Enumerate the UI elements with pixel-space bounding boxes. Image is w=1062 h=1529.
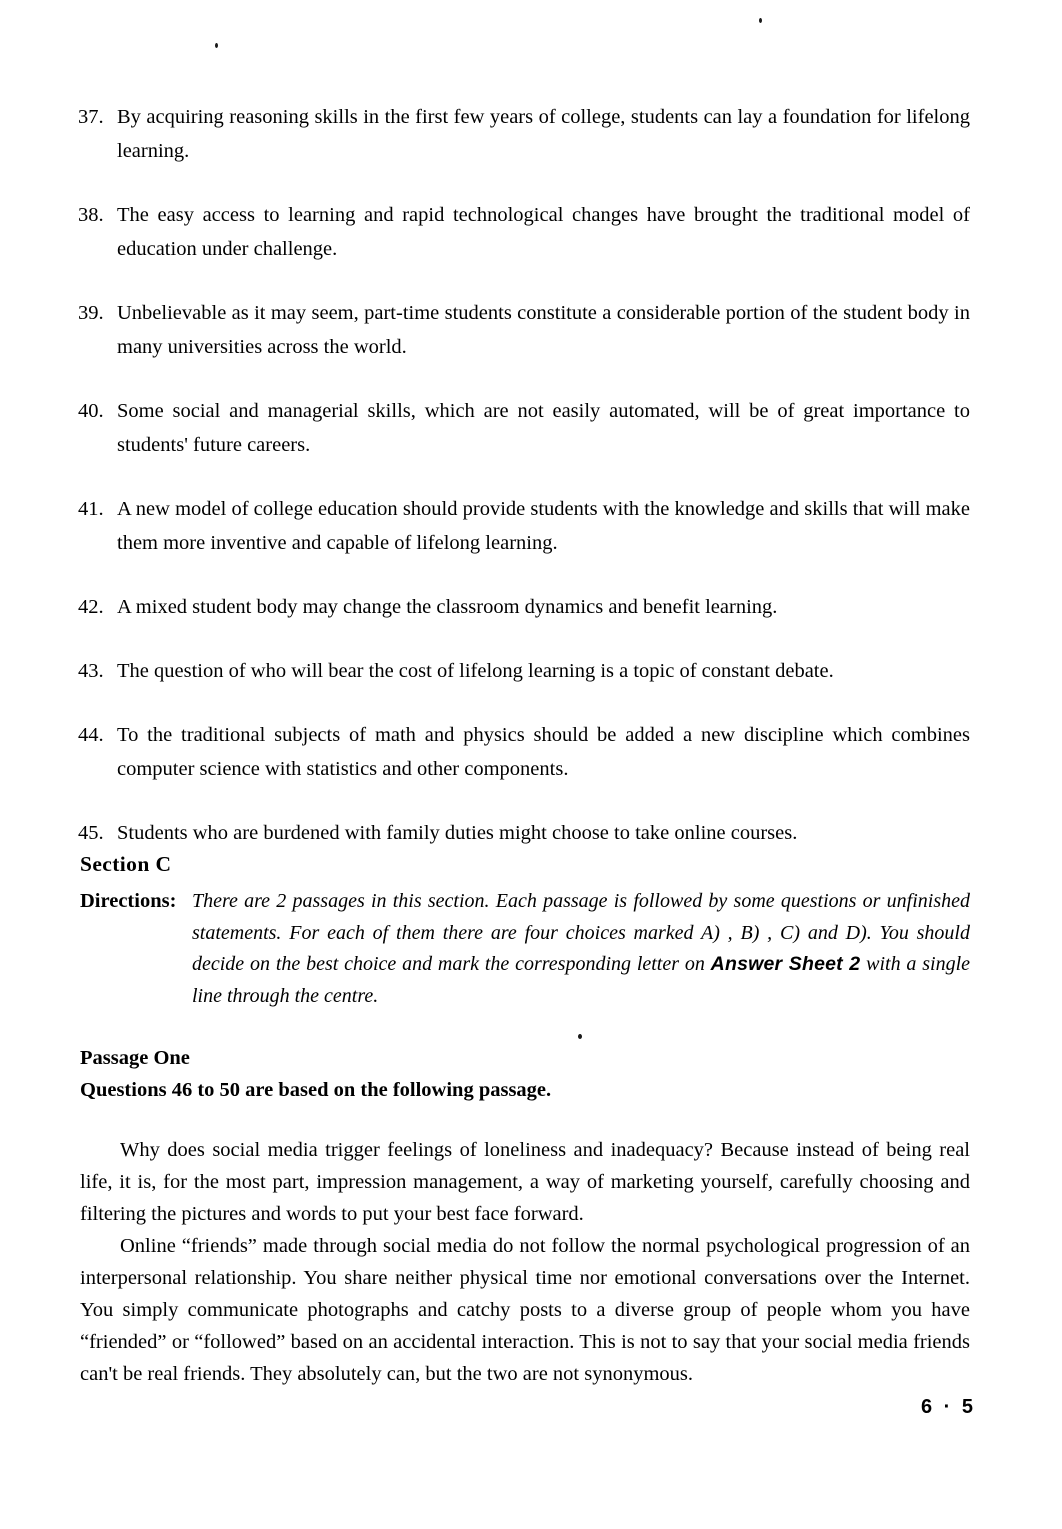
list-item-number: 43. — [78, 660, 104, 682]
list-item — [78, 394, 970, 462]
list-item-number: 39. — [78, 302, 104, 324]
list-item-number: 38. — [78, 204, 104, 226]
passage-paragraph: Online “friends” made through social media do not follow the normal psychological progression of an interpersonal relationship. You share neither physical time nor emotional conversations over the Internet. You simply communicate photographs and catchy posts to a diverse group of people whom you have “friended” or “followed” based on an accidental interaction. This is not to say that your social media friends can't be real friends. They absolutely can, but the two are not synonymous. — [80, 1235, 970, 1385]
list-item-text: The question of who will bear the cost of lifelong learning is a topic of constant debate. — [117, 660, 834, 682]
list-item — [78, 816, 970, 850]
list-item-text: Some social and managerial skills, which are not easily automated, will be of great importance to students' future careers. — [117, 400, 970, 456]
passage-title: Passage One — [80, 1047, 190, 1069]
list-item — [78, 198, 970, 266]
list-item-text: Students who are burdened with family duties might choose to take online courses. — [117, 822, 798, 844]
scan-speck-icon — [759, 18, 762, 23]
passage-questions-range: Questions 46 to 50 are based on the following passage. — [80, 1079, 552, 1101]
list-item — [78, 492, 970, 560]
list-item — [78, 654, 970, 688]
passage-paragraph: Why does social media trigger feelings of loneliness and inadequacy? Because instead of being real life, it is, for the most part, impression management, a way of marketing yourself, carefully choosing and filtering the pictures and words to put your best face forward. — [80, 1139, 970, 1225]
list-item-text: By acquiring reasoning skills in the first few years of college, students can lay a foundation for lifelong learning. — [117, 106, 970, 162]
list-item-text: A new model of college education should provide students with the knowledge and skills that will make them more inventive and capable of lifelong learning. — [117, 498, 970, 554]
scan-speck-icon — [578, 1034, 582, 1039]
list-item — [78, 100, 970, 168]
page-number: 6 · 5 — [920, 1396, 976, 1418]
list-item-number: 37. — [78, 106, 104, 128]
list-item-number: 45. — [78, 822, 104, 844]
list-item-number: 41. — [78, 498, 104, 520]
list-item-number: 42. — [78, 596, 104, 618]
directions-text-part1: There are 2 passages in this section. Each passage is followed by some questions or unfinished statements. For each of them there are four choices marked A) , B) , C) and D). You should decide on the best choice and mark the corresponding letter on — [192, 890, 970, 975]
list-item — [78, 296, 970, 364]
list-item-text: The easy access to learning and rapid technological changes have brought the traditional model of education under challenge. — [117, 204, 970, 260]
passage-body — [80, 1134, 970, 1390]
scan-speck-icon — [215, 43, 218, 48]
list-item-text: A mixed student body may change the classroom dynamics and benefit learning. — [117, 596, 778, 618]
statement-list — [78, 100, 970, 880]
directions-block — [80, 886, 970, 1012]
directions-text-part2: with a single line through the centre. — [192, 953, 971, 1007]
list-item-text: Unbelievable as it may seem, part-time students constitute a considerable portion of the student body in many universities across the world. — [117, 302, 970, 358]
list-item-number: 40. — [78, 400, 104, 422]
list-item — [78, 718, 970, 786]
list-item — [78, 590, 970, 624]
directions-answer-sheet-emphasis: Answer Sheet 2 — [710, 953, 861, 975]
directions-text — [192, 886, 970, 1012]
section-heading: Section C — [80, 852, 172, 876]
directions-label: Directions: — [80, 890, 177, 912]
list-item-text: To the traditional subjects of math and physics should be added a new discipline which combines computer science with statistics and other components. — [117, 724, 970, 780]
list-item-number: 44. — [78, 724, 104, 746]
